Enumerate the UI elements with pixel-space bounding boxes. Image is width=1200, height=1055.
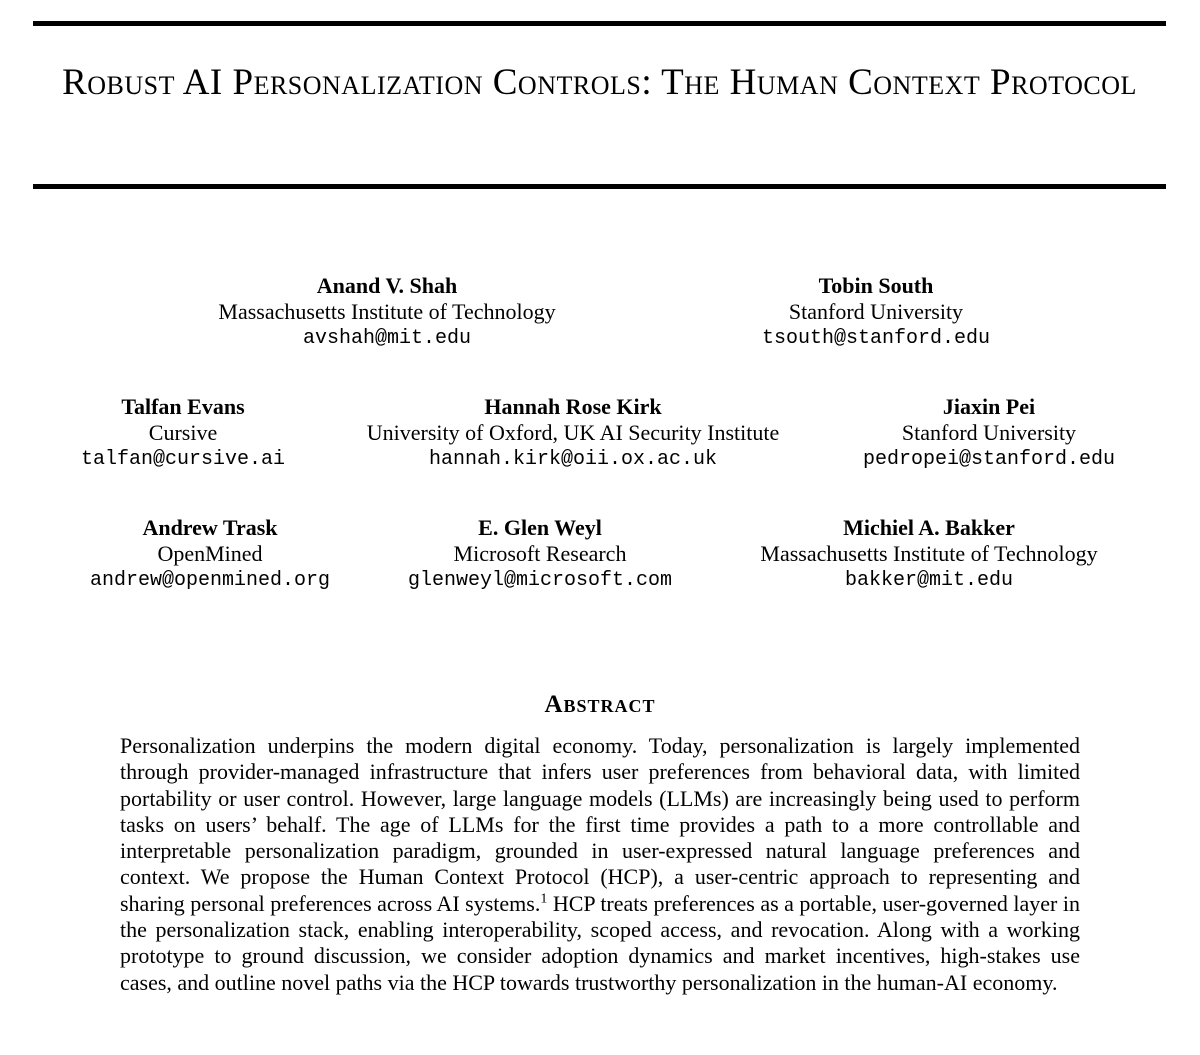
author-email[interactable]: talfan@cursive.ai bbox=[80, 448, 286, 471]
paper-title: Robust AI Personalization Controls: The Human Context Protocol bbox=[62, 62, 1137, 103]
author-email[interactable]: avshah@mit.edu bbox=[302, 327, 472, 350]
author-affiliation: University of Oxford, UK AI Security Institute bbox=[366, 420, 780, 445]
abstract-text-part: HCP treats preferences as a portable, user-governed layer in the personalization stack, enabling interoperability, scoped access, and revocation. Along with a working prototype to ground discussion, we consider adoption dynamics and market incentives, high-stakes use cases, and outline novel paths via the HCP towards trustworthy personalization in the human-AI economy. bbox=[120, 890, 1080, 995]
author-affiliation: Cursive bbox=[148, 420, 218, 445]
author-name: Hannah Rose Kirk bbox=[484, 394, 662, 419]
author-block bbox=[760, 515, 1097, 594]
author-block bbox=[762, 273, 990, 352]
author-email[interactable]: glenweyl@microsoft.com bbox=[407, 569, 673, 592]
abstract-text bbox=[120, 733, 1080, 996]
author-name: Michiel A. Bakker bbox=[843, 515, 1015, 540]
top-rule bbox=[33, 21, 1166, 26]
author-affiliation: Stanford University bbox=[788, 299, 964, 324]
bottom-rule bbox=[33, 184, 1166, 189]
author-email[interactable]: andrew@openmined.org bbox=[89, 569, 331, 592]
author-name: Andrew Trask bbox=[142, 515, 278, 540]
author-name: Anand V. Shah bbox=[316, 273, 458, 298]
author-email[interactable]: pedropei@stanford.edu bbox=[862, 448, 1116, 471]
author-affiliation: Massachusetts Institute of Technology bbox=[760, 541, 1098, 566]
author-affiliation: Stanford University bbox=[901, 420, 1077, 445]
author-affiliation: Microsoft Research bbox=[453, 541, 627, 566]
abstract-text-part: Personalization underpins the modern digital economy. Today, personalization is largely implemented through provider-managed infrastructure that infers user preferences from behavioral data, with limited portability or user control. However, large language models (LLMs) are increasingly being used to perform tasks on users’ behalf. The age of LLMs for the first time provides a path to a more controllable and interpretable personalization paradigm, grounded in user-expressed natural language preferences and context. We propose the Human Context Protocol (HCP), a user-centric approach to representing and sharing personal preferences across AI systems. bbox=[120, 733, 1080, 916]
author-email[interactable]: hannah.kirk@oii.ox.ac.uk bbox=[428, 448, 718, 471]
footnote-mark[interactable]: 1 bbox=[540, 891, 548, 907]
author-name: Jiaxin Pei bbox=[942, 394, 1036, 419]
author-block bbox=[367, 394, 779, 473]
author-email[interactable]: bakker@mit.edu bbox=[844, 569, 1014, 592]
author-name: Tobin South bbox=[818, 273, 934, 298]
author-block bbox=[863, 394, 1115, 473]
author-block bbox=[408, 515, 672, 594]
author-name: Talfan Evans bbox=[121, 394, 245, 419]
author-email[interactable]: tsouth@stanford.edu bbox=[761, 327, 991, 350]
author-block bbox=[218, 273, 555, 352]
abstract-heading: Abstract bbox=[544, 691, 656, 718]
author-block bbox=[90, 515, 330, 594]
author-name: E. Glen Weyl bbox=[478, 515, 602, 540]
author-affiliation: Massachusetts Institute of Technology bbox=[218, 299, 556, 324]
author-block bbox=[81, 394, 285, 473]
author-affiliation: OpenMined bbox=[157, 541, 263, 566]
